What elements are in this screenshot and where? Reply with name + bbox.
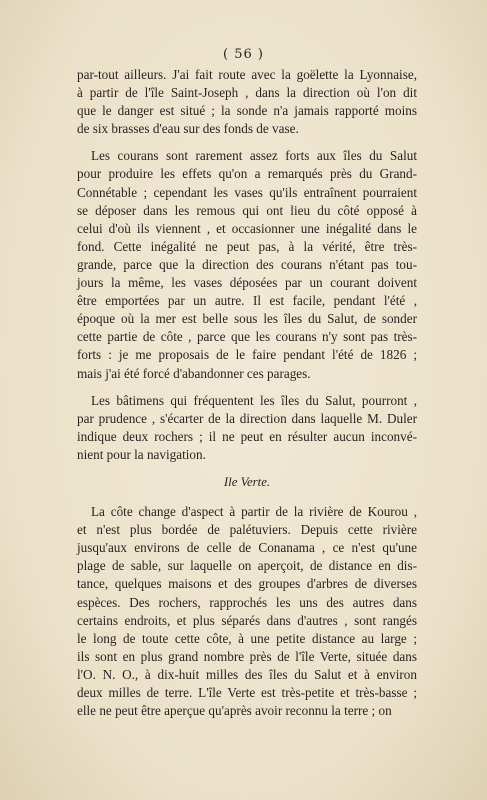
text-line: par-tout ailleurs. J'ai fait route avec la goëlette la Lyonnaise, — [77, 67, 417, 82]
text-line: l'O. N. O., à dix-huit milles des îles du Salut et à environ — [77, 666, 417, 682]
text-line: fond. Cette inégalité ne peut pas, à la vérité, être très- — [77, 238, 417, 254]
body-text — [77, 66, 417, 729]
text-line: et n'est plus bordée de palétuviers. Depuis cette rivière — [77, 522, 417, 538]
text-line: deux milles de terre. L'île Verte est très-petite et très-basse ; — [77, 685, 417, 700]
text-line: jours la même, les vases déposées par un courant doivent — [77, 275, 417, 291]
text-line: se déposer dans les remous qui ont lieu du côté opposé à — [77, 202, 417, 218]
text-line: à partir de l'île Saint-Joseph , dans la direction où l'on dit — [77, 85, 417, 101]
text-line: mais j'ai été forcé d'abandonner ces parages. — [77, 365, 311, 381]
paragraph — [77, 392, 417, 464]
text-line: Les courans sont rarement assez forts aux îles du Salut — [91, 148, 417, 164]
paragraph — [77, 66, 417, 138]
text-line: époque où la mer est belle sous les îles du Salut, de sonder — [77, 311, 417, 327]
text-line: de six brasses d'eau sur des fonds de vase. — [77, 121, 299, 137]
text-line: plage de sable, sur laquelle on aperçoit, de distance en dis- — [77, 558, 417, 574]
text-line: Connétable ; cependant les vases qu'ils entraînent pourraient — [77, 184, 417, 200]
text-line: grande, parce que la direction des courans n'étant pas tou- — [77, 256, 417, 272]
text-line: par prudence , s'écarter de la direction dans laquelle M. Duler — [77, 410, 417, 426]
section-heading: Ile Verte. — [223, 474, 271, 489]
text-line: ils sont en plus grand nombre près de l'île Verte, située dans — [77, 648, 417, 664]
text-line: cette partie de côte , parce que les courans n'y sont pas très- — [77, 329, 417, 345]
page-number: ( 56 ) — [223, 47, 264, 62]
text-line: elle ne peut être aperçue qu'après avoir reconnu la terre ; on — [77, 703, 392, 719]
text-line: La côte change d'aspect à partir de la rivière de Kourou , — [91, 504, 417, 520]
text-line: jusqu'aux environs de celle de Conanama , ce n'est qu'une — [77, 540, 417, 556]
text-line: le long de toute cette côte, à une petite distance au large ; — [77, 630, 417, 646]
paragraph — [77, 503, 417, 720]
text-line: nient pour la navigation. — [77, 446, 206, 462]
text-line: pour produire les effets qu'on a remarqués près du Grand- — [77, 166, 417, 182]
paragraph — [77, 147, 417, 382]
text-line: que le danger est situé ; la sonde n'a jamais rapporté moins — [77, 103, 417, 119]
text-line: espèces. Des rochers, rapprochés les uns des autres dans — [77, 594, 417, 610]
text-line: être emportées par un autre. Il est facile, pendant l'été , — [77, 293, 417, 309]
text-line: forts : je me proposais de le faire pendant l'été de 1826 ; — [77, 347, 417, 363]
text-line: celui d'où ils viennent , et occasionner une inégalité dans le — [77, 220, 417, 236]
text-line: tance, quelques maisons et des groupes d'arbres de diverses — [77, 576, 417, 592]
text-line: certains endroits, et plus séparés dans d'autres , sont rangés — [77, 612, 417, 628]
text-line: Les bâtimens qui fréquentent les îles du Salut, pourront , — [91, 392, 417, 408]
text-line: indique deux rochers ; il ne peut en résulter aucun inconvé- — [77, 428, 417, 444]
